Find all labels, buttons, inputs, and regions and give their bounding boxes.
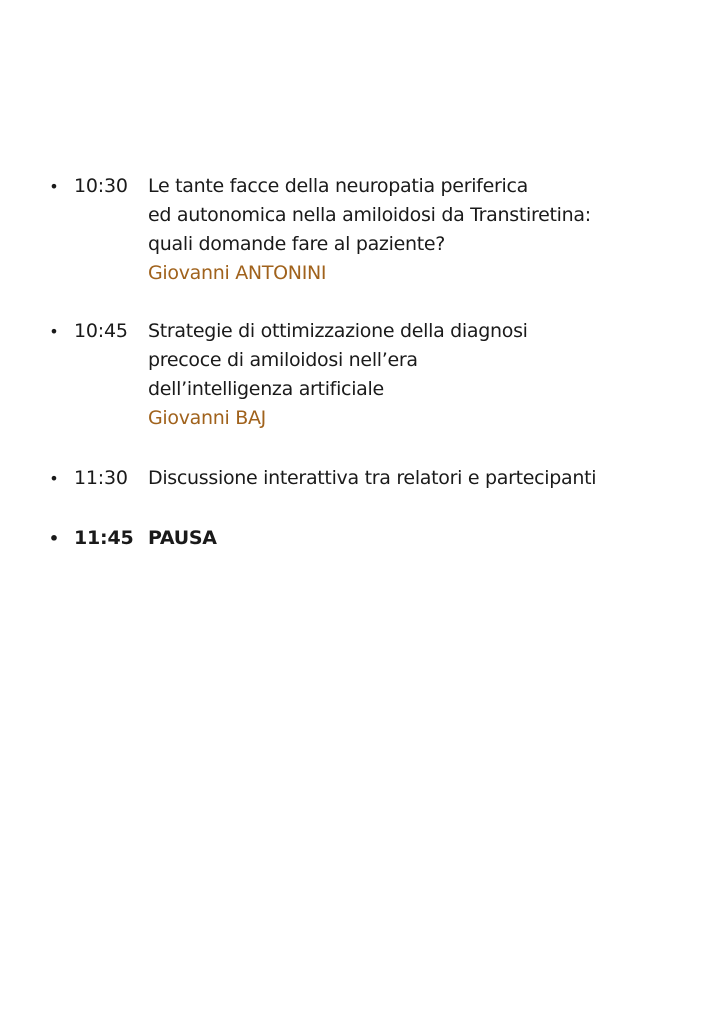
session-title-line: quali domande fare al paziente? — [148, 233, 446, 255]
session-title-line: Le tante facce della neuropatia periferica — [148, 175, 528, 197]
bullet-icon: • — [49, 469, 59, 488]
session-time: 10:45 — [74, 320, 128, 342]
bullet-icon: • — [49, 177, 59, 196]
session-time: 11:45 — [74, 527, 134, 549]
session-title-line: dell’intelligenza artificiale — [148, 378, 384, 400]
session-title-line: ed autonomica nella amiloidosi da Transtiretina: — [148, 204, 591, 226]
session-title-line: Discussione interattiva tra relatori e partecipanti — [148, 467, 597, 489]
session-title-line: Strategie di ottimizzazione della diagnosi — [148, 320, 528, 342]
session-title-line: precoce di amiloidosi nell’era — [148, 349, 418, 371]
break-label: PAUSA — [148, 527, 217, 549]
bullet-icon: • — [48, 529, 60, 548]
session-content — [148, 524, 708, 553]
session-content — [148, 317, 708, 433]
session-speaker: Giovanni BAJ — [148, 407, 266, 429]
session-content — [148, 464, 708, 493]
session-speaker: Giovanni ANTONINI — [148, 262, 327, 284]
session-time: 11:30 — [74, 467, 128, 489]
session-time: 10:30 — [74, 175, 128, 197]
bullet-icon: • — [49, 322, 59, 341]
session-content — [148, 172, 708, 288]
